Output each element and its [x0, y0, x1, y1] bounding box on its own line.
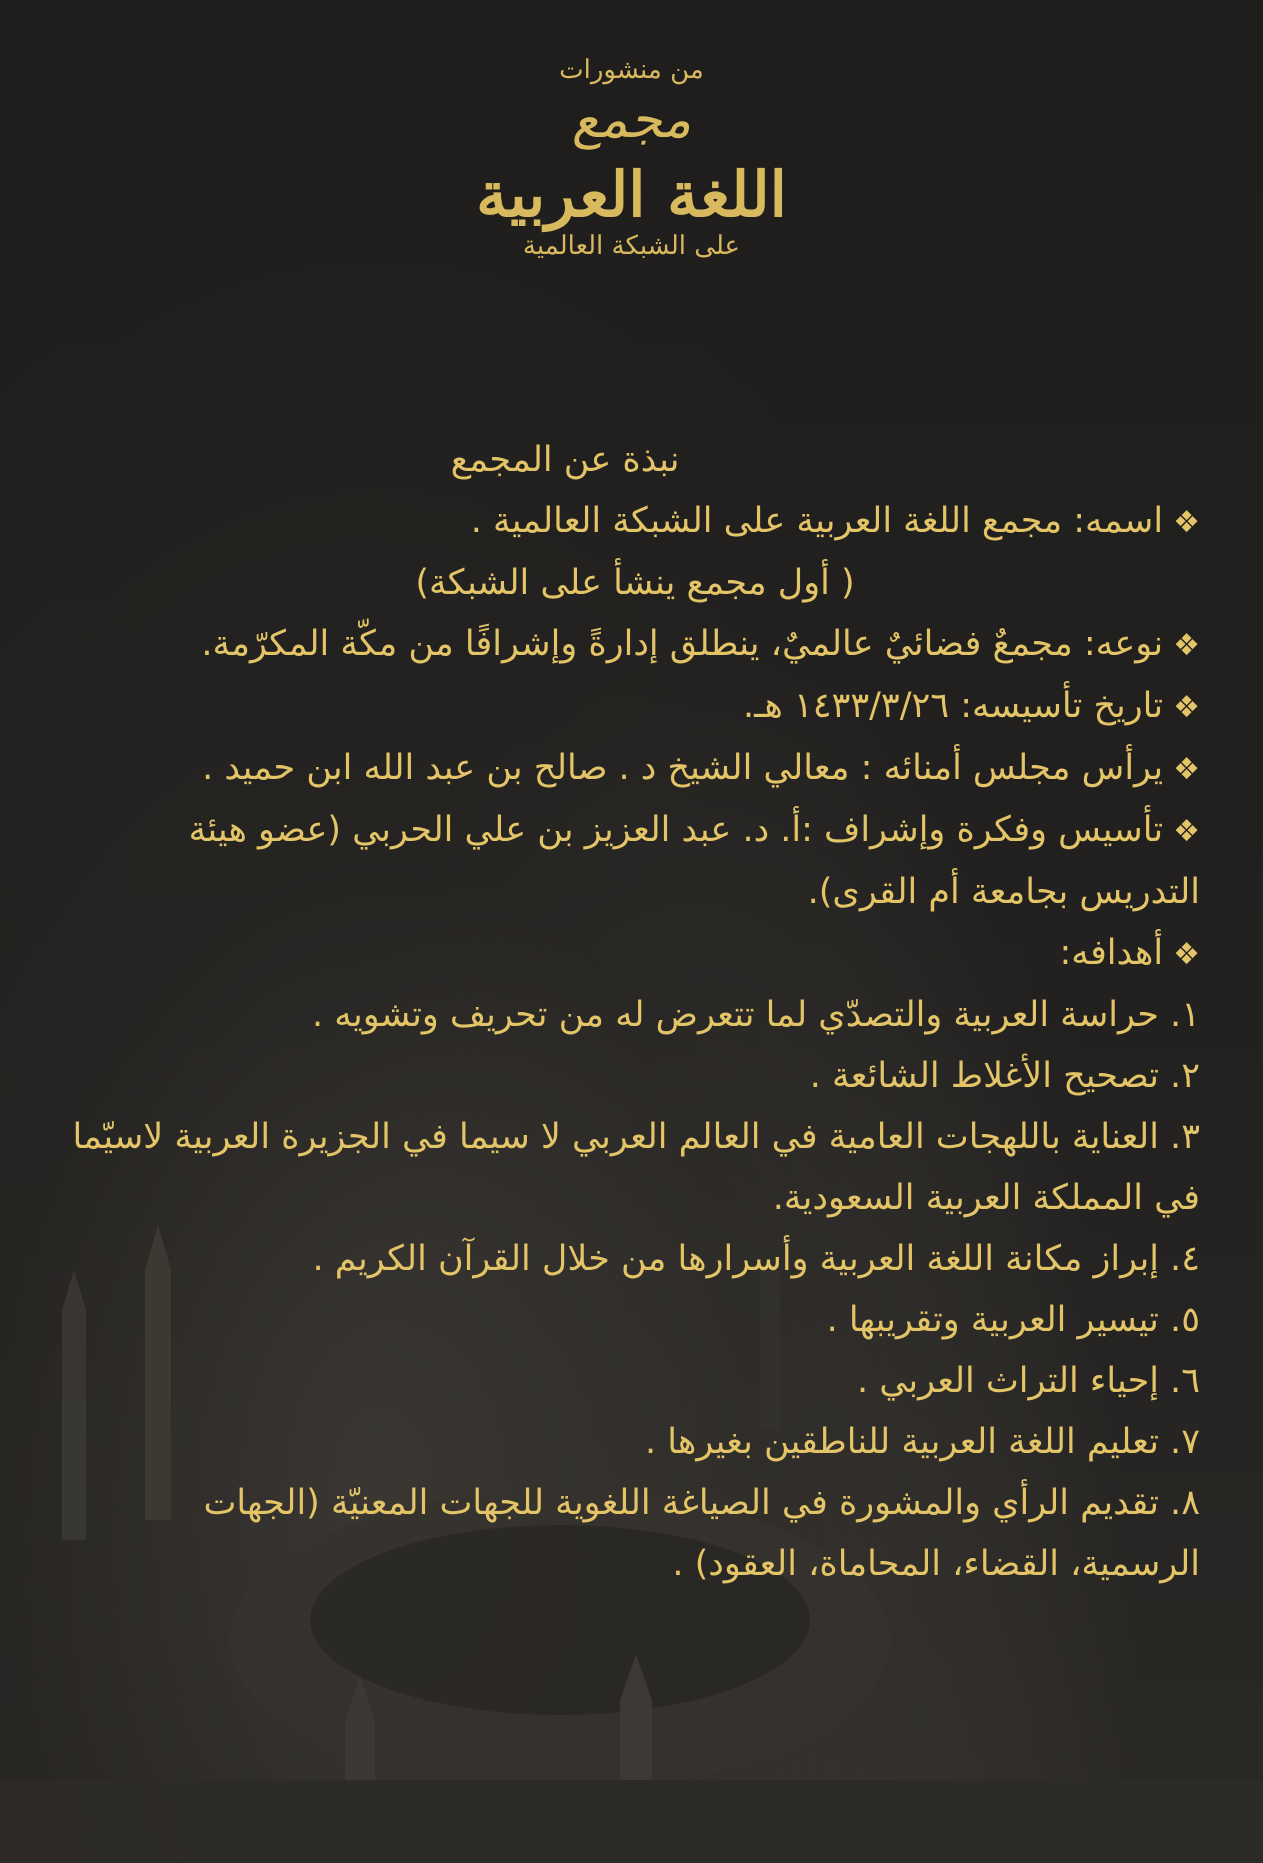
goal-item-4: ٤. إبراز مكانة اللغة العربية وأسرارها من خلال القرآن الكريم .	[312, 1239, 1200, 1279]
bullet-chair	[70, 738, 1200, 800]
diamond-bullet-icon: ❖	[1173, 937, 1200, 972]
bullet-type-text: نوعه: مجمعٌ فضائيٌ عالميٌ، ينطلق إدارةً وإشرافًا من مكّة المكرّمة.	[201, 624, 1164, 664]
diamond-bullet-icon: ❖	[1173, 690, 1200, 725]
bullet-founded	[70, 676, 1200, 738]
logo-subtitle: على الشبكة العالمية	[522, 231, 741, 261]
bullet-founder-text: تأسيس وفكرة وإشراف :أ. د. عبد العزيز بن علي الحربي (عضو هيئة التدريس بجامعة أم القرى).	[188, 810, 1200, 912]
diamond-bullet-icon: ❖	[1173, 505, 1200, 540]
about-section	[70, 430, 1200, 1595]
bullet-type	[70, 614, 1200, 676]
bullet-name	[70, 491, 1200, 553]
diamond-bullet-icon: ❖	[1173, 752, 1200, 787]
bullet-founder	[70, 800, 1200, 923]
goal-item-8: ٨. تقديم الرأي والمشورة في الصياغة اللغوية للجهات المعنيّة (الجهات الرسمية، القضاء، المحاماة، العقود) .	[203, 1483, 1200, 1584]
bullet-name-text: اسمه: مجمع اللغة العربية على الشبكة العالمية .	[470, 501, 1164, 541]
goal-item-1: ١. حراسة العربية والتصدّي لما تتعرض له من تحريف وتشويه .	[312, 995, 1200, 1035]
diamond-bullet-icon: ❖	[1173, 814, 1200, 849]
section-heading: نبذة عن المجمع	[450, 440, 680, 480]
logo-title-line1: مجمع	[571, 90, 692, 150]
logo-title-line2: اللغة العربية	[476, 158, 787, 231]
goal-item-5: ٥. تيسير العربية وتقريبها .	[826, 1300, 1200, 1340]
bullet-chair-text: يرأس مجلس أمنائه : معالي الشيخ د . صالح بن عبد الله ابن حميد .	[202, 748, 1164, 788]
bullet-name-note: ( أول مجمع ينشأ على الشبكة)	[415, 563, 855, 603]
goal-item-6: ٦. إحياء التراث العربي .	[856, 1361, 1200, 1401]
bullet-goals-label	[70, 923, 1200, 985]
goals-label-text: أهدافه:	[1059, 933, 1164, 973]
diamond-bullet-icon: ❖	[1173, 628, 1200, 663]
logo-prefix: من منشورات	[559, 55, 704, 85]
goal-item-3: ٣. العناية باللهجات العامية في العالم العربي لا سيما في الجزيرة العربية لاسيّما في المملكة العربية السعودية.	[72, 1117, 1200, 1218]
goal-item-2: ٢. تصحيح الأغلاط الشائعة .	[809, 1056, 1200, 1096]
goal-item-7: ٧. تعليم اللغة العربية للناطقين بغيرها .	[644, 1422, 1200, 1462]
bullet-founded-text: تاريخ تأسيسه: ١٤٣٣/٣/٢٦ هـ.	[742, 686, 1164, 726]
academy-logo	[0, 55, 1263, 261]
